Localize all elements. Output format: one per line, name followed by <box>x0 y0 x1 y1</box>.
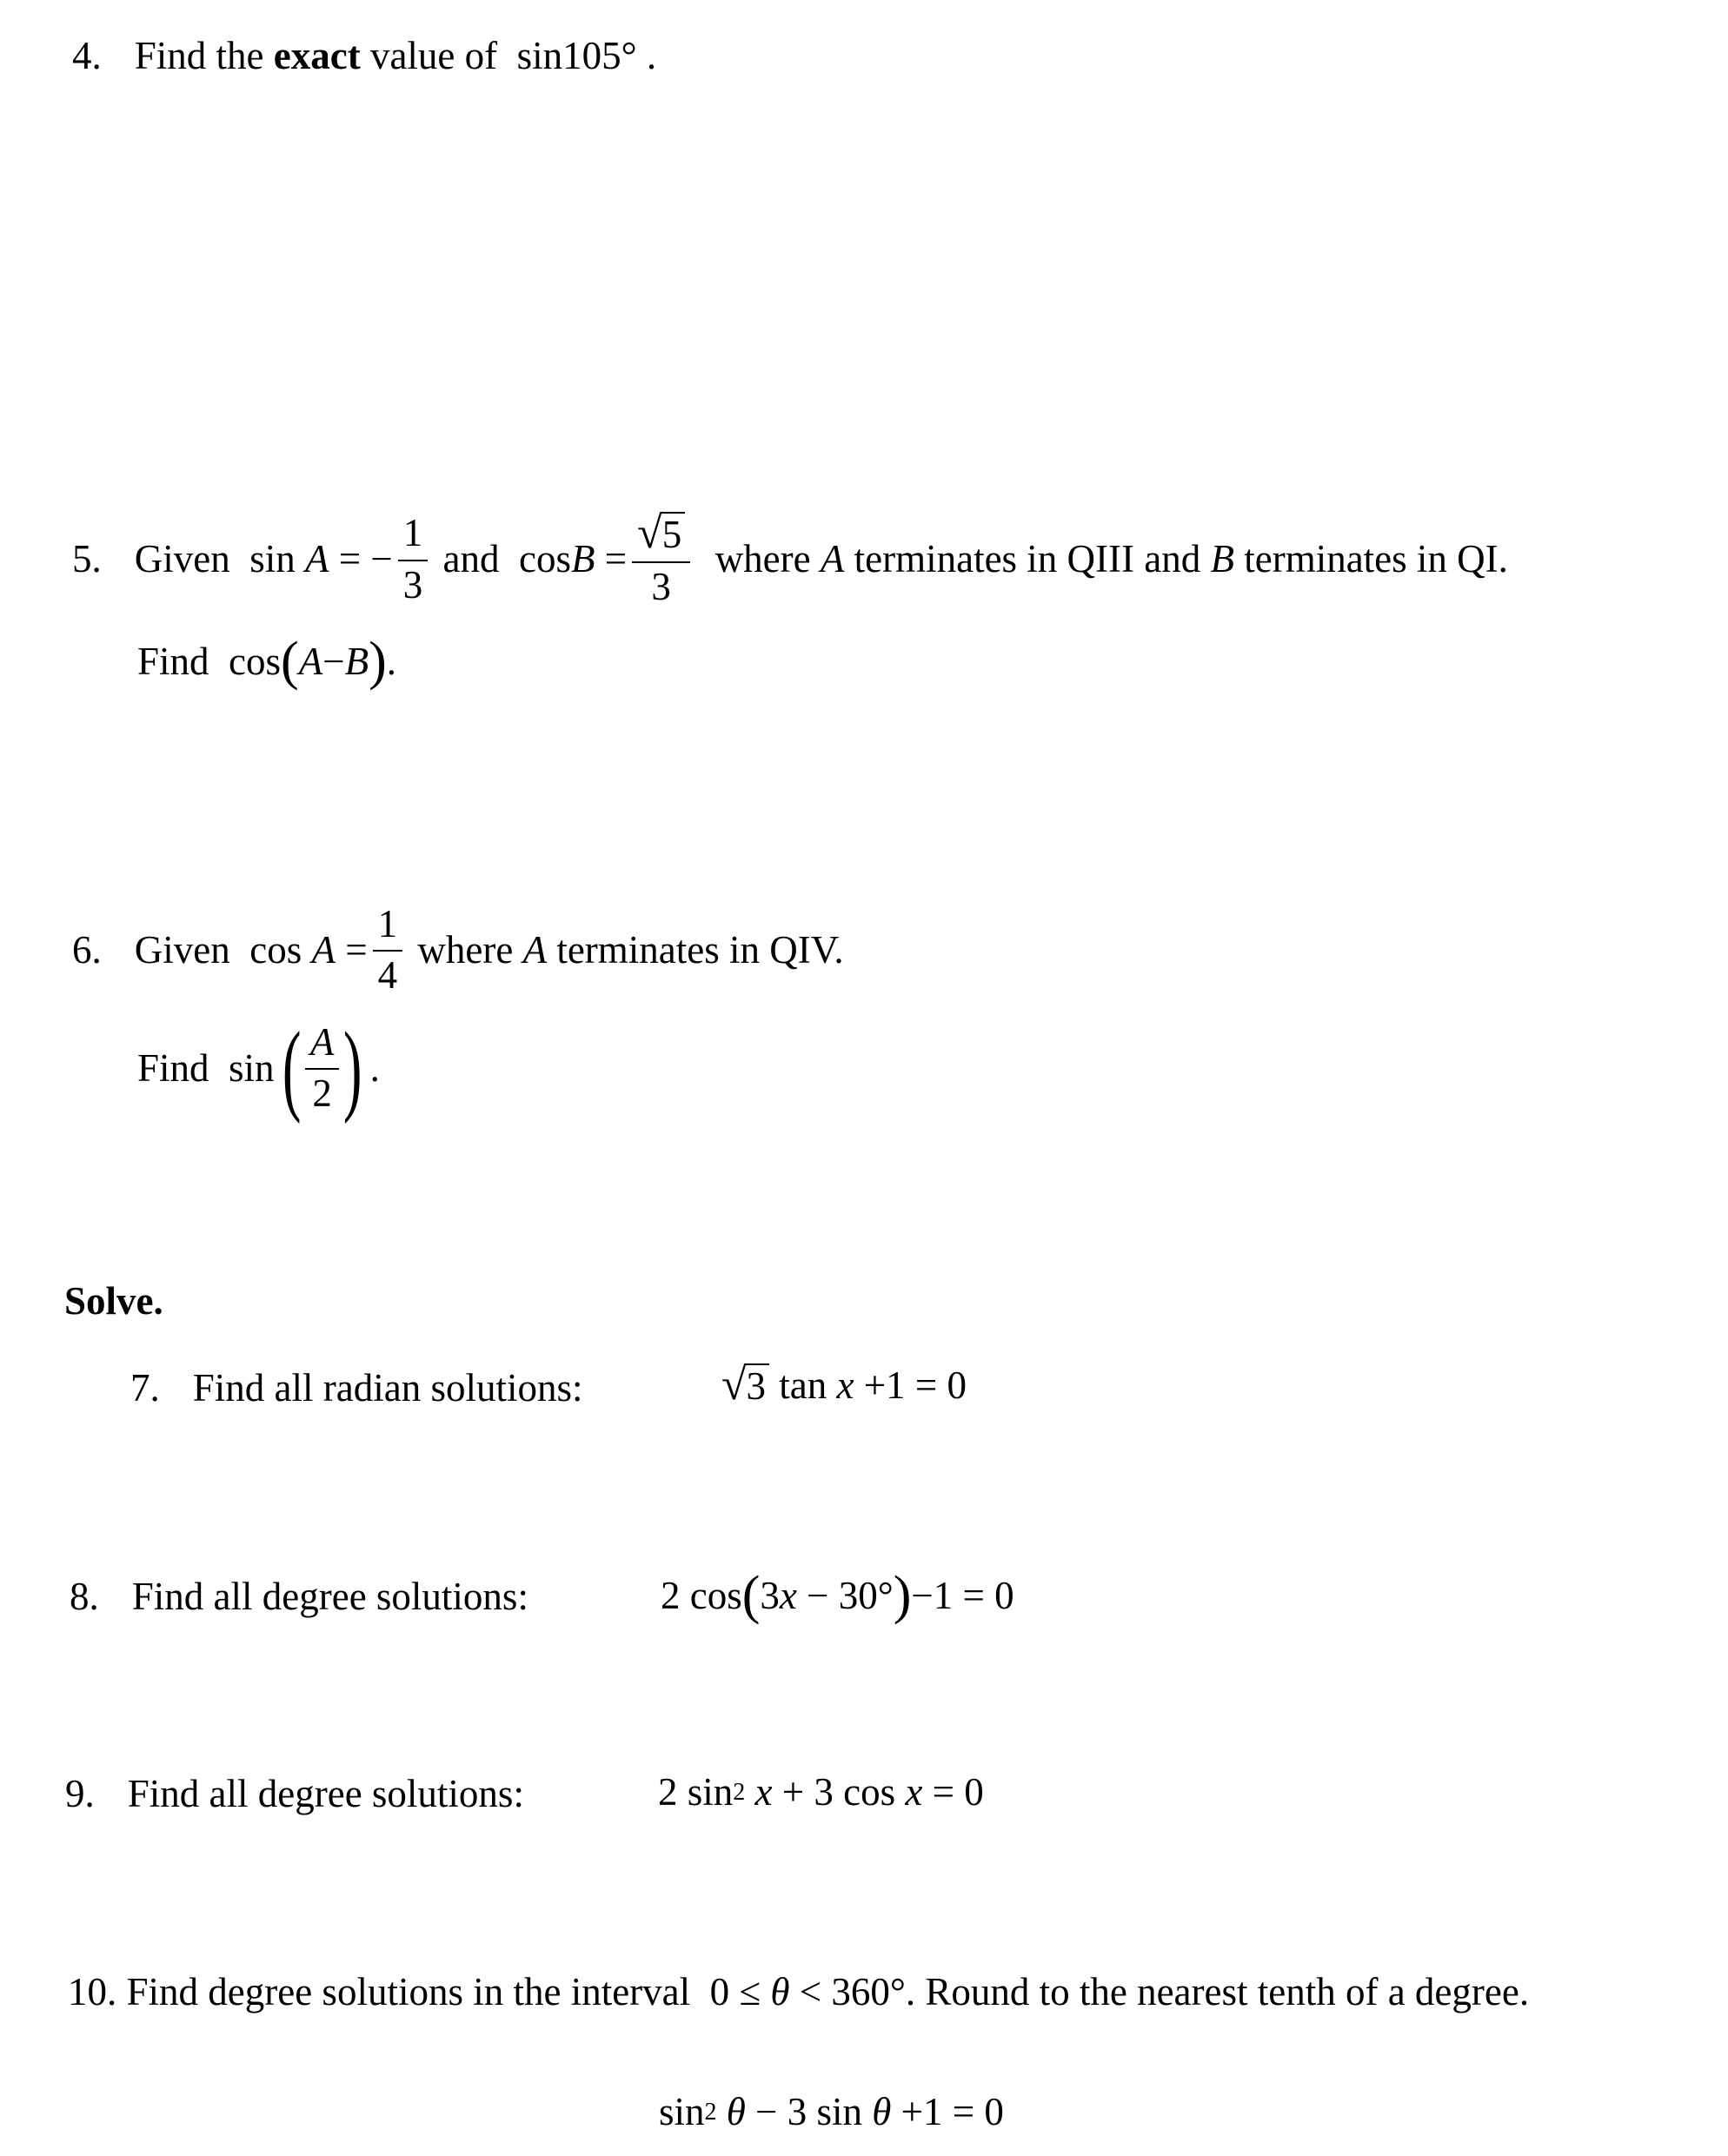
fraction <box>398 513 429 606</box>
paren-close: ) <box>343 1011 362 1124</box>
sqrt <box>721 1360 769 1410</box>
problem-10 <box>68 1970 1530 2013</box>
denominator: 3 <box>632 561 690 607</box>
radicand: 5 <box>661 512 686 557</box>
problem-number: 5. <box>72 537 102 581</box>
math-arg: 105° <box>562 34 637 77</box>
punct: . <box>386 639 396 683</box>
math-fn: cos <box>843 1770 896 1814</box>
paren-open: ( <box>281 632 299 691</box>
math-coef: 2 <box>661 1573 681 1617</box>
denominator: 4 <box>373 950 403 996</box>
sqrt-icon: √ <box>721 1360 747 1410</box>
problem-9 <box>65 1772 524 1815</box>
math-var: A <box>311 927 336 972</box>
paren-open: ( <box>282 1011 302 1124</box>
problem-number: 9. <box>65 1772 95 1815</box>
numerator: 1 <box>377 902 398 945</box>
problem-number: 8. <box>70 1575 99 1618</box>
math-op: < 360° <box>799 1970 906 2013</box>
problem-text: terminates in QI. <box>1244 537 1508 581</box>
math-op: = <box>345 927 368 972</box>
math-fn: sin <box>659 2090 705 2133</box>
problem-5 <box>72 508 1508 608</box>
math-fn: cos <box>689 1573 742 1617</box>
math-fn: cos <box>519 537 571 581</box>
punct: . <box>646 34 657 77</box>
math-var: x <box>905 1770 923 1814</box>
problem-text: Find all degree solutions: <box>127 1772 524 1815</box>
problem-number: 7. <box>130 1366 160 1410</box>
math-op: = − <box>338 537 393 581</box>
equation-8 <box>661 1566 1014 1625</box>
math-fn: tan <box>779 1363 827 1407</box>
math-var: A <box>305 537 329 581</box>
fraction <box>305 1019 340 1115</box>
sqrt-icon: √ <box>637 508 662 558</box>
problem-text: Find all degree solutions: <box>131 1575 528 1618</box>
math-op: + 3 <box>781 1770 834 1814</box>
problem-text: terminates in QIV. <box>556 927 844 972</box>
math-var: θ <box>726 2090 746 2133</box>
math-fn: sin <box>516 34 563 77</box>
math-op: − <box>322 639 345 683</box>
math-fn: cos <box>229 639 282 683</box>
problem-text: . Round to the nearest tenth of a degree. <box>905 1970 1530 2013</box>
math-op: +1 = 0 <box>863 1363 967 1407</box>
problem-text: where <box>417 927 514 972</box>
problem-number: 4. <box>72 34 102 77</box>
problem-text: Given <box>134 927 230 972</box>
equation-9 <box>658 1770 984 1814</box>
radicand: 3 <box>745 1363 770 1409</box>
problem-4 <box>72 36 656 76</box>
math-var: A <box>820 537 845 581</box>
problem-text: Find <box>137 639 209 683</box>
math-op: 0 ≤ <box>709 1970 761 2013</box>
problem-text: value of <box>369 34 498 77</box>
equation-7 <box>721 1360 967 1410</box>
equation-10 <box>659 2090 1004 2133</box>
exponent: 2 <box>704 2098 717 2126</box>
problem-8 <box>70 1577 528 1616</box>
math-coef: 3 <box>760 1573 780 1617</box>
fraction <box>373 904 403 997</box>
section-heading: Solve. <box>64 1279 163 1323</box>
problem-text: Given <box>134 537 230 581</box>
math-coef: 2 <box>658 1770 678 1814</box>
numerator: 1 <box>402 511 423 555</box>
math-op: = 0 <box>932 1770 984 1814</box>
denominator: 2 <box>305 1068 340 1114</box>
math-var: θ <box>770 1970 790 2013</box>
math-fn: sin <box>249 537 296 581</box>
math-var: x <box>836 1363 854 1407</box>
math-fn: sin <box>687 1770 734 1814</box>
emphasis-text: exact <box>273 34 361 77</box>
math-var: θ <box>872 2090 892 2133</box>
problem-5-find <box>137 632 396 691</box>
problem-number: 10. <box>68 1970 117 2013</box>
math-op: −1 = 0 <box>911 1573 1014 1617</box>
problem-text: Find all radian solutions: <box>192 1366 583 1410</box>
problem-text: Find <box>137 1045 209 1090</box>
paren-close: ) <box>369 632 387 691</box>
math-var: B <box>571 537 595 581</box>
denominator: 3 <box>398 560 429 606</box>
problem-text: Find the <box>134 34 264 77</box>
numerator: A <box>309 1019 335 1064</box>
math-var: A <box>522 927 548 972</box>
math-fn: sin <box>816 2090 863 2133</box>
math-op: +1 = 0 <box>901 2090 1004 2133</box>
math-op: − 3 <box>755 2090 808 2133</box>
problem-7 <box>130 1366 583 1410</box>
math-op: = <box>604 537 628 581</box>
paren-close: ) <box>893 1566 912 1625</box>
problem-number: 6. <box>72 927 102 972</box>
sqrt <box>637 508 685 558</box>
numerator <box>632 508 690 561</box>
math-fn: cos <box>249 927 302 972</box>
fraction <box>632 508 690 608</box>
problem-text: and <box>442 537 500 581</box>
math-var: A <box>298 639 323 683</box>
math-var: B <box>1210 537 1234 581</box>
exponent: 2 <box>733 1778 746 1806</box>
problem-text: Find degree solutions in the interval <box>126 1970 691 2013</box>
punct: . <box>369 1045 380 1090</box>
problem-text: terminates in QIII and <box>854 537 1201 581</box>
problem-6-find <box>137 1011 380 1124</box>
math-var: x <box>779 1573 797 1617</box>
math-op: − 30° <box>807 1573 894 1617</box>
math-fn: sin <box>229 1045 275 1090</box>
math-var: B <box>344 639 369 683</box>
paren-open: ( <box>741 1566 761 1625</box>
problem-text: where <box>714 537 811 581</box>
problem-6 <box>72 904 844 997</box>
math-var: x <box>754 1770 773 1814</box>
